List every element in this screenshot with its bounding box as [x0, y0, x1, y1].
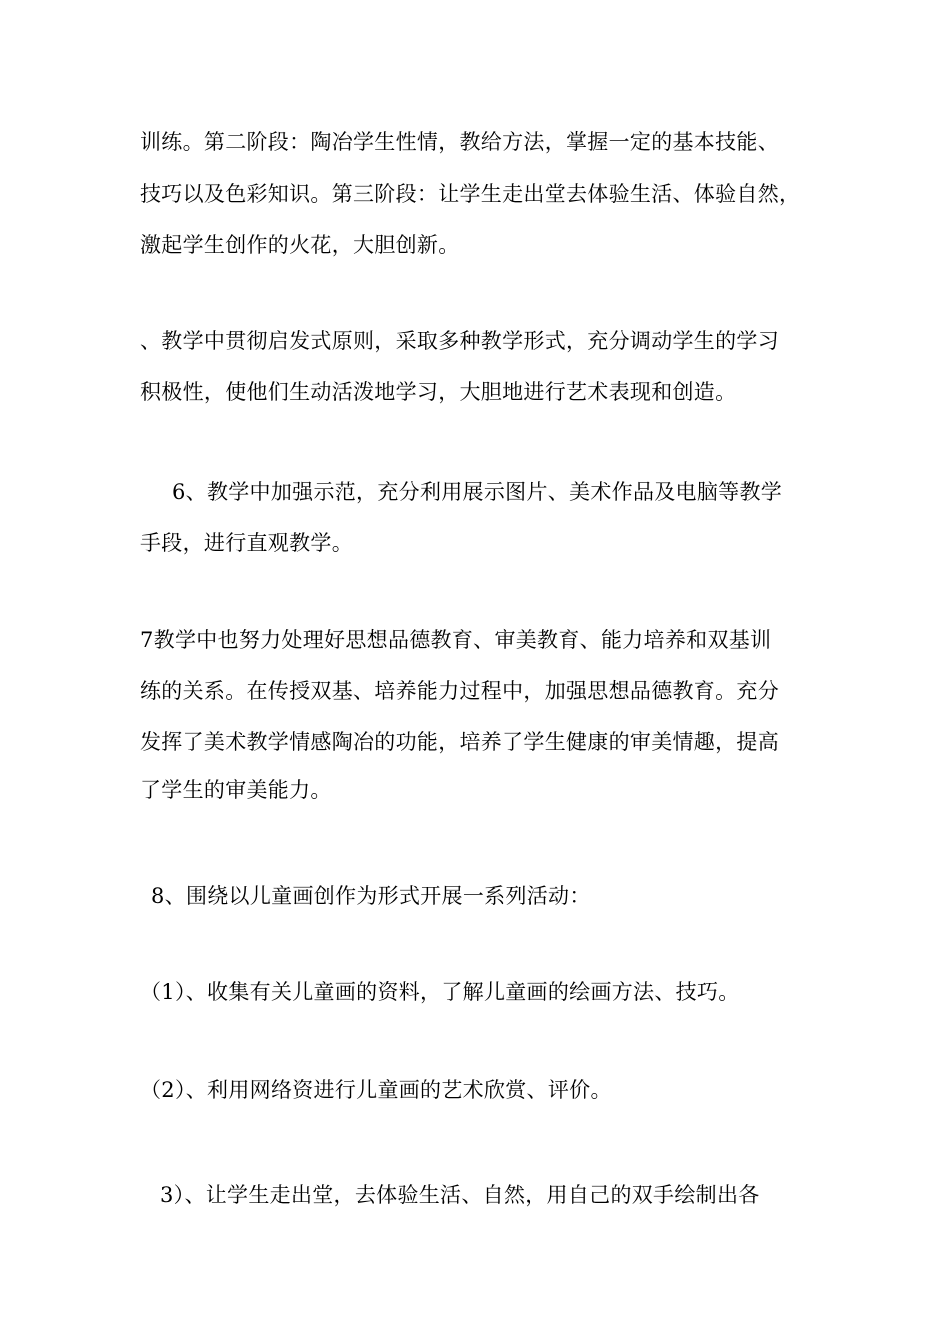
text-line: 积极性，使他们生动活泼地学习，大胆地进行艺术表现和创造。	[140, 380, 737, 404]
text-line: 3）、让学生走出堂，去体验生活、自然，用自己的双手绘制出各	[160, 1183, 760, 1207]
text-line: 了学生的审美能力。	[140, 778, 332, 802]
text-line: 技巧以及色彩知识。第三阶段：让学生走出堂去体验生活、体验自然，	[140, 182, 801, 206]
text-line: 手段，进行直观教学。	[140, 531, 353, 555]
text-line: 6、教学中加强示范，充分利用展示图片、美术作品及电脑等教学	[172, 480, 783, 504]
text-line: 练的关系。在传授双基、培养能力过程中，加强思想品德教育。充分	[140, 679, 779, 703]
text-line: 激起学生创作的火花，大胆创新。	[140, 233, 460, 257]
text-line: 发挥了美术教学情感陶冶的功能，培养了学生健康的审美情趣，提高	[140, 730, 779, 754]
text-line: 训练。第二阶段：陶冶学生性情，教给方法，掌握一定的基本技能、	[140, 130, 779, 154]
text-line: 7教学中也努力处理好思想品德教育、审美教育、能力培养和双基训	[140, 628, 772, 652]
text-line: 8、围绕以儿童画创作为形式开展一系列活动：	[151, 884, 591, 908]
text-line: 、教学中贯彻启发式原则，采取多种教学形式，充分调动学生的学习	[140, 329, 779, 353]
text-line: （2）、利用网络资进行儿童画的艺术欣赏、评价。	[140, 1078, 612, 1102]
text-line: （1）、收集有关儿童画的资料，了解儿童画的绘画方法、技巧。	[140, 980, 740, 1004]
